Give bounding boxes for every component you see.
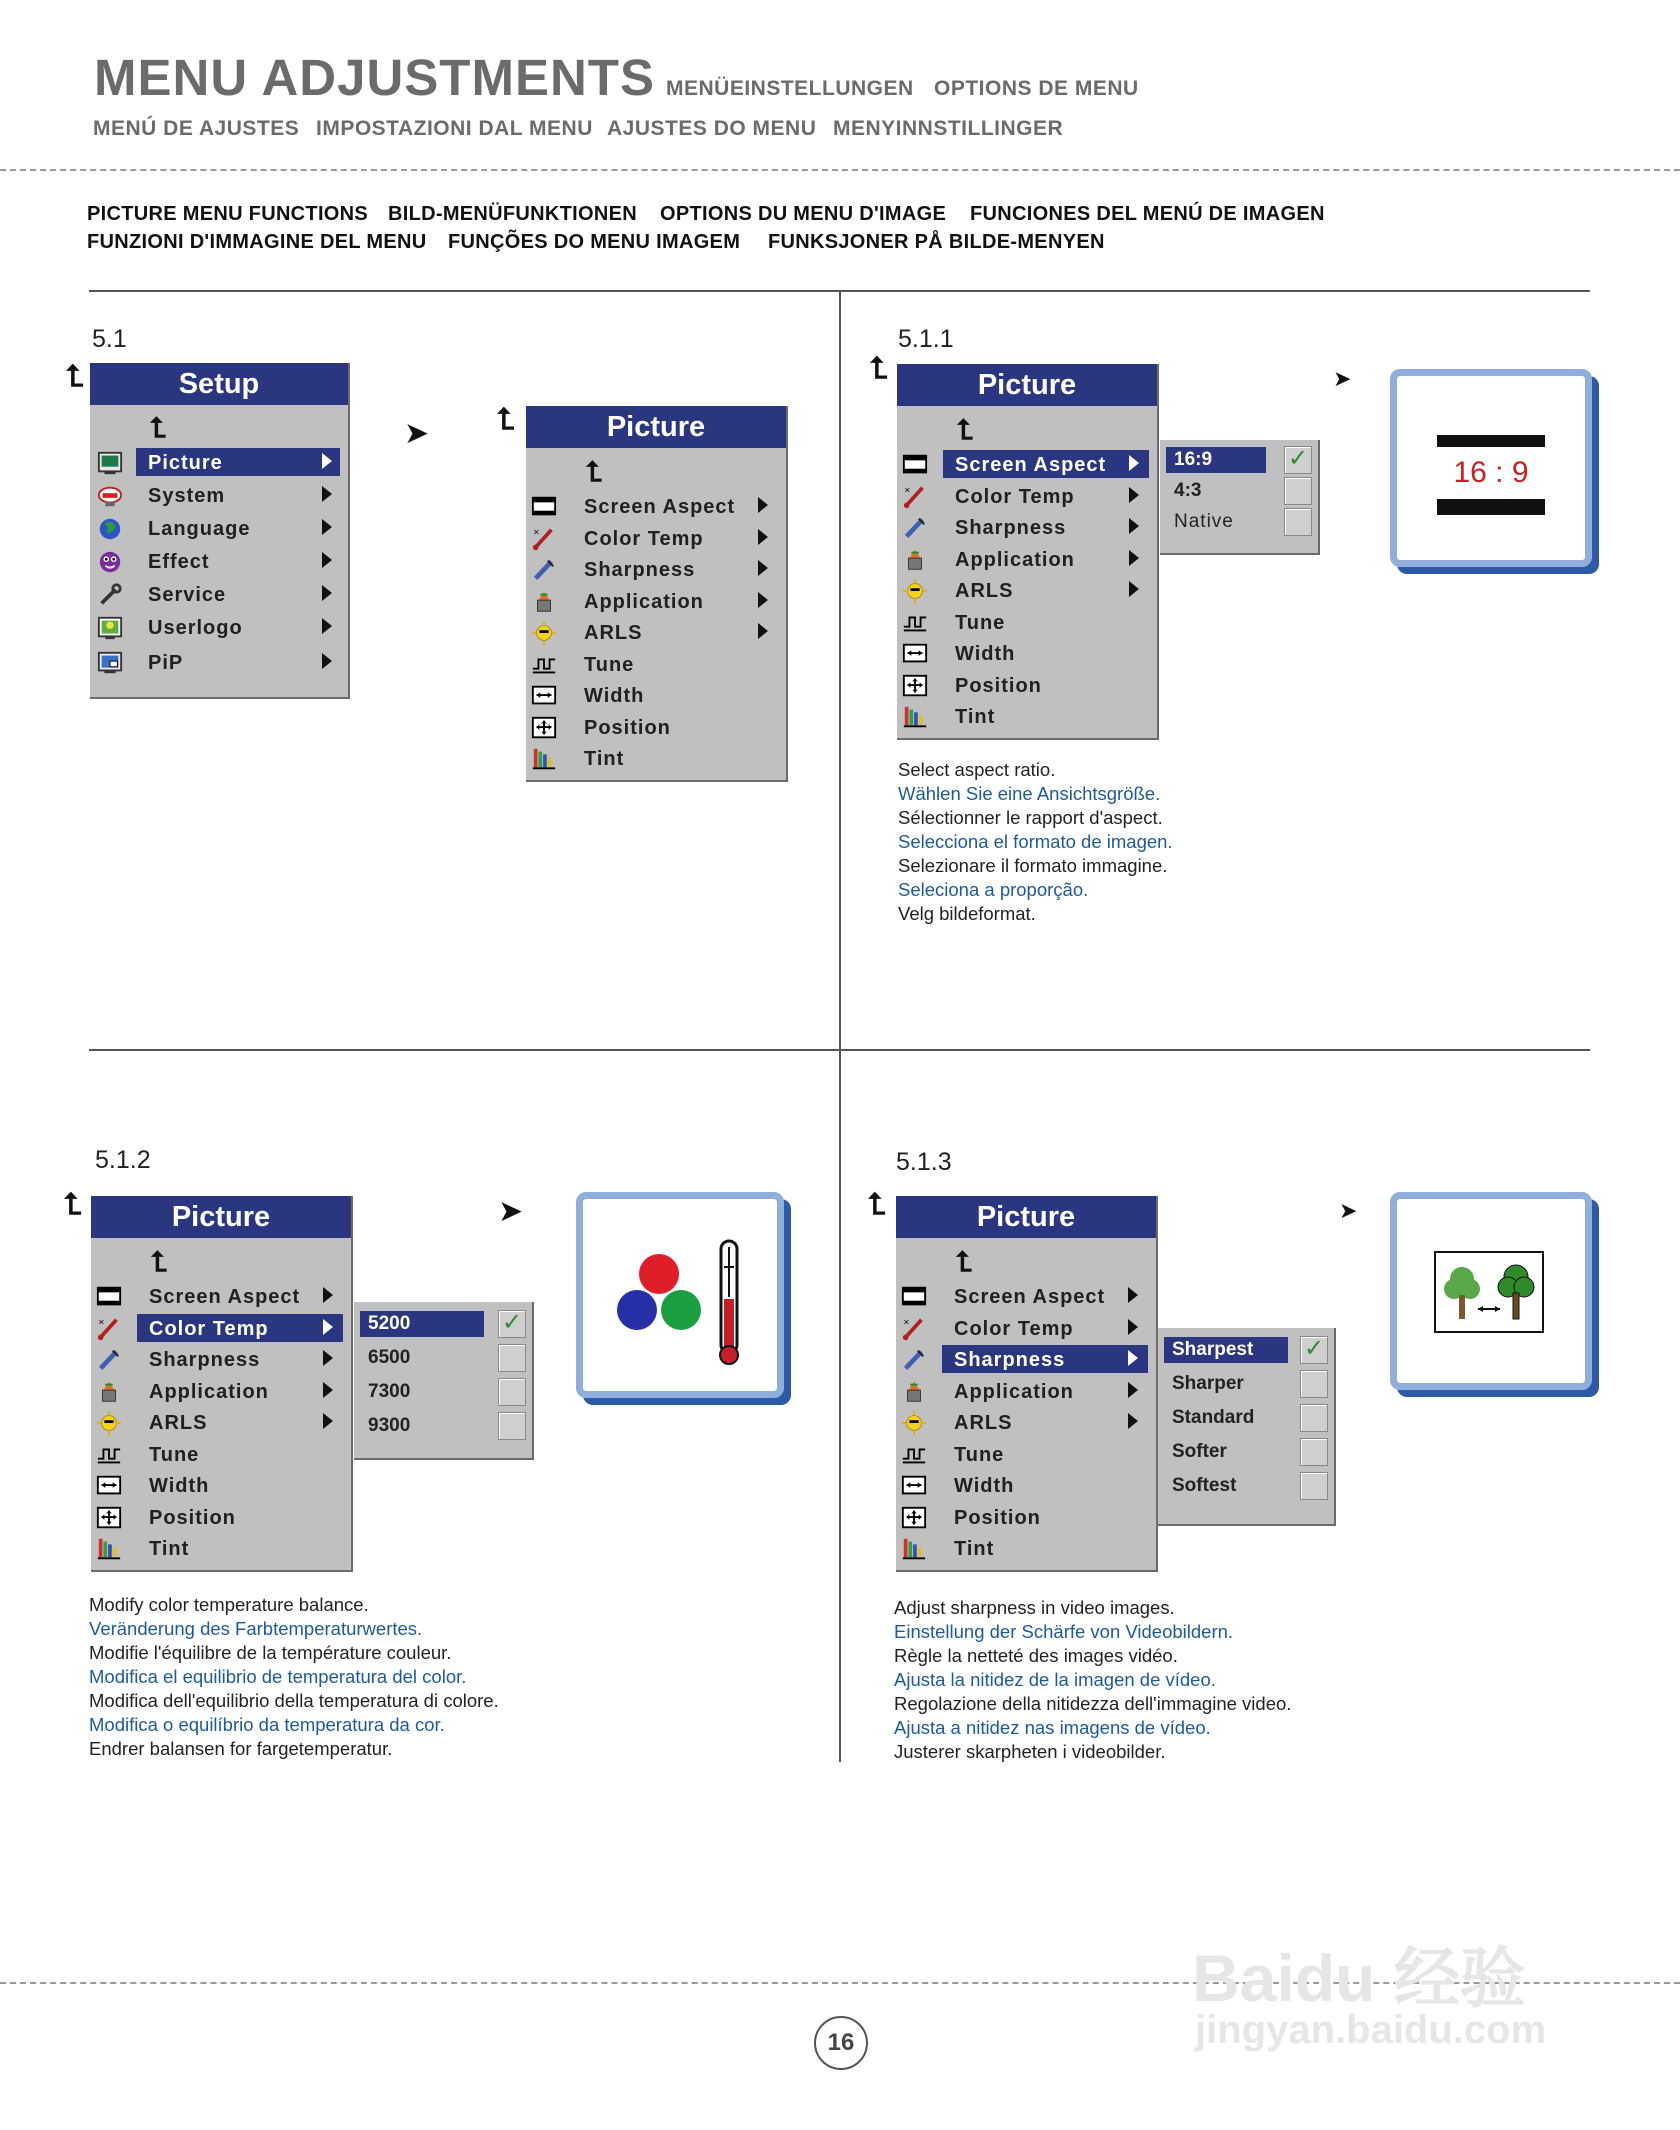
- chevron-right-icon: [1129, 455, 1139, 471]
- picture-item-position[interactable]: Position: [526, 713, 786, 743]
- menu-back-icon[interactable]: ⮤: [64, 1188, 82, 1221]
- checkbox[interactable]: [1300, 1370, 1328, 1398]
- panel-number-5-1-2: 5.1.2: [95, 1146, 151, 1174]
- pointer-arrow-icon: ➤: [498, 1195, 524, 1228]
- header-divider: [0, 169, 1680, 171]
- setup-menu: [90, 363, 350, 699]
- section-heading-es: FUNCIONES DEL MENÚ DE IMAGEN: [970, 203, 1325, 225]
- color-temp-preview: [576, 1192, 784, 1398]
- picture-menu: [896, 1196, 1158, 1572]
- arls-icon: [901, 578, 929, 604]
- tint-icon: [95, 1536, 123, 1562]
- option-sharpest[interactable]: Sharpest ✓: [1164, 1334, 1332, 1362]
- sharpness-options: [1158, 1328, 1336, 1526]
- title-de: MENÜEINSTELLUNGEN: [666, 77, 914, 100]
- menu-back-icon[interactable]: ⮤: [868, 1188, 886, 1221]
- chevron-right-icon: [322, 653, 332, 669]
- screen-aspect-icon: [900, 1284, 928, 1310]
- color-temp-icon: [901, 484, 929, 510]
- section-heading-pt: FUNÇÕES DO MENU IMAGEM: [448, 231, 741, 253]
- chevron-right-icon: [323, 1382, 333, 1398]
- watermark-logo: Baidu 经验: [1192, 1941, 1526, 2015]
- check-icon[interactable]: ✓: [498, 1310, 526, 1338]
- chevron-right-icon: [1128, 1287, 1138, 1303]
- width-icon: [530, 683, 558, 709]
- sharpness-icon: [901, 515, 929, 541]
- picture-item-arls[interactable]: ARLS: [896, 1408, 1156, 1438]
- chevron-right-icon: [322, 453, 332, 469]
- width-icon: [900, 1473, 928, 1499]
- tint-icon: [901, 704, 929, 730]
- grid-line-vertical: [839, 291, 841, 1762]
- setup-item-picture[interactable]: Picture: [90, 448, 348, 478]
- checkbox[interactable]: [1300, 1472, 1328, 1500]
- picture-item-tune[interactable]: Tune: [897, 608, 1157, 638]
- watermark-url: jingyan.baidu.com: [1195, 2008, 1547, 2052]
- picture-item-width[interactable]: Width: [91, 1471, 351, 1501]
- chevron-right-icon: [1128, 1382, 1138, 1398]
- picture-item-tune[interactable]: Tune: [91, 1440, 351, 1470]
- pip-icon: [96, 650, 124, 676]
- arls-icon: [530, 620, 558, 646]
- application-icon: [530, 589, 558, 615]
- rgb-thermometer-icon: [583, 1199, 777, 1391]
- trees-icon: [1434, 1251, 1544, 1333]
- application-icon: [901, 547, 929, 573]
- picture-item-tune[interactable]: Tune: [896, 1440, 1156, 1470]
- panel-number-5-1: 5.1: [92, 325, 127, 353]
- arls-icon: [95, 1410, 123, 1436]
- chevron-right-icon: [323, 1413, 333, 1429]
- option-7300[interactable]: 7300: [360, 1376, 530, 1404]
- globe-icon: [96, 516, 124, 542]
- chevron-right-icon: [1129, 550, 1139, 566]
- picture-item-tint[interactable]: Tint: [526, 744, 786, 774]
- back-arrow-icon[interactable]: ⮤: [151, 1246, 168, 1277]
- chevron-right-icon: [1128, 1319, 1138, 1335]
- chevron-right-icon: [323, 1350, 333, 1366]
- checkbox[interactable]: [1300, 1404, 1328, 1432]
- picture-item-position[interactable]: Position: [897, 671, 1157, 701]
- setup-item-system[interactable]: System: [90, 481, 348, 511]
- checkbox[interactable]: [1300, 1438, 1328, 1466]
- title-fr: OPTIONS DE MENU: [934, 77, 1139, 100]
- back-arrow-icon[interactable]: ⮤: [956, 1246, 973, 1277]
- system-icon: [96, 483, 124, 509]
- picture-item-width[interactable]: Width: [896, 1471, 1156, 1501]
- picture-item-color-temp[interactable]: Color Temp: [526, 524, 786, 554]
- setup-item-service[interactable]: Service: [90, 580, 348, 610]
- page-title: MENU ADJUSTMENTS: [94, 49, 655, 106]
- setup-menu-title: Setup: [90, 363, 348, 405]
- chevron-right-icon: [323, 1287, 333, 1303]
- position-icon: [95, 1505, 123, 1531]
- setup-item-effect[interactable]: Effect: [90, 547, 348, 577]
- option-9300[interactable]: 9300: [360, 1410, 530, 1438]
- picture-menu-title: Picture: [526, 406, 786, 448]
- option-6500[interactable]: 6500: [360, 1342, 530, 1370]
- chevron-right-icon: [758, 497, 768, 513]
- back-arrow-icon[interactable]: ⮤: [957, 414, 974, 445]
- option-16-9[interactable]: 16:9 ✓: [1166, 444, 1308, 472]
- picture-item-sharpness[interactable]: Sharpness: [91, 1345, 351, 1375]
- color-temp-icon: [530, 526, 558, 552]
- chevron-right-icon: [758, 623, 768, 639]
- color-temp-options: [354, 1302, 534, 1460]
- pointer-arrow-icon: ➤: [1339, 1198, 1358, 1223]
- position-icon: [530, 715, 558, 741]
- title-no: MENYINNSTILLINGER: [833, 117, 1064, 140]
- tune-icon: [530, 652, 558, 678]
- picture-item-tint[interactable]: Tint: [896, 1534, 1156, 1564]
- panel-number-5-1-1: 5.1.1: [898, 325, 954, 353]
- checkbox[interactable]: [1284, 477, 1312, 505]
- check-icon[interactable]: ✓: [1284, 446, 1312, 474]
- screen-aspect-icon: [530, 494, 558, 520]
- color-temp-icon: [95, 1316, 123, 1342]
- picture-item-tune[interactable]: Tune: [526, 650, 786, 680]
- userlogo-icon: [96, 615, 124, 641]
- picture-item-application[interactable]: Application: [897, 545, 1157, 575]
- checkbox[interactable]: [498, 1344, 526, 1372]
- back-arrow-icon[interactable]: ⮤: [586, 456, 603, 487]
- chevron-right-icon: [322, 618, 332, 634]
- picture-item-tint[interactable]: Tint: [91, 1534, 351, 1564]
- position-icon: [900, 1505, 928, 1531]
- aspect-preview: [1390, 369, 1592, 567]
- section-heading-de: BILD-MENÜFUNKTIONEN: [388, 203, 638, 225]
- panel-number-5-1-3: 5.1.3: [896, 1148, 952, 1176]
- chevron-right-icon: [1128, 1413, 1138, 1429]
- section-heading-en: PICTURE MENU FUNCTIONS: [87, 203, 369, 225]
- picture-item-application[interactable]: Application: [896, 1377, 1156, 1407]
- color-temp-icon: [900, 1316, 928, 1342]
- tune-icon: [900, 1442, 928, 1468]
- setup-item-language[interactable]: Language: [90, 514, 348, 544]
- picture-item-color-temp[interactable]: Color Temp: [91, 1314, 351, 1344]
- chevron-right-icon: [323, 1319, 333, 1335]
- screen-preview: [1437, 435, 1545, 515]
- check-icon[interactable]: ✓: [1300, 1336, 1328, 1364]
- application-icon: [900, 1379, 928, 1405]
- title-it: IMPOSTAZIONI DAL MENU: [316, 117, 593, 140]
- pointer-arrow-icon: ➤: [1333, 366, 1352, 391]
- option-5200[interactable]: 5200 ✓: [360, 1308, 530, 1336]
- wrench-icon: [96, 582, 124, 608]
- picture-item-screen-aspect[interactable]: Screen Aspect: [91, 1282, 351, 1312]
- option-softer[interactable]: Softer: [1164, 1436, 1332, 1464]
- picture-item-color-temp[interactable]: Color Temp: [896, 1314, 1156, 1344]
- chevron-right-icon: [322, 519, 332, 535]
- option-softest[interactable]: Softest: [1164, 1470, 1332, 1498]
- option-standard[interactable]: Standard: [1164, 1402, 1332, 1430]
- picture-item-screen-aspect[interactable]: Screen Aspect: [896, 1282, 1156, 1312]
- position-icon: [901, 673, 929, 699]
- page-number: 16: [814, 2016, 868, 2070]
- chevron-right-icon: [1129, 518, 1139, 534]
- effect-icon: [96, 549, 124, 575]
- chevron-right-icon: [758, 529, 768, 545]
- chevron-right-icon: [322, 486, 332, 502]
- title-es: MENÚ DE AJUSTES: [93, 117, 300, 140]
- screen-aspect-icon: [95, 1284, 123, 1310]
- back-arrow-icon[interactable]: ⮤: [150, 412, 167, 443]
- chevron-right-icon: [1129, 487, 1139, 503]
- menu-back-icon[interactable]: ⮤: [870, 352, 888, 385]
- picture-item-position[interactable]: Position: [91, 1503, 351, 1533]
- screen-aspect-icon: [901, 452, 929, 478]
- picture-menu-title: Picture: [897, 364, 1157, 406]
- sharpness-preview: [1390, 1192, 1592, 1390]
- pointer-arrow-icon: ➤: [404, 417, 430, 450]
- tune-icon: [901, 610, 929, 636]
- option-native[interactable]: Native: [1166, 506, 1308, 534]
- chevron-right-icon: [322, 552, 332, 568]
- checkbox[interactable]: [1284, 508, 1312, 536]
- title-pt: AJUSTES DO MENU: [607, 117, 817, 140]
- section-heading-fr: OPTIONS DU MENU D'IMAGE: [660, 203, 947, 225]
- picture-icon: [96, 450, 124, 476]
- picture-item-width[interactable]: Width: [897, 639, 1157, 669]
- tint-icon: [900, 1536, 928, 1562]
- picture-item-arls[interactable]: ARLS: [526, 618, 786, 648]
- picture-menu-title: Picture: [896, 1196, 1156, 1238]
- aspect-options: [1160, 440, 1320, 555]
- picture-item-width[interactable]: Width: [526, 681, 786, 711]
- picture-item-screen-aspect[interactable]: Screen Aspect: [897, 450, 1157, 480]
- picture-item-application[interactable]: Application: [526, 587, 786, 617]
- picture-menu: [526, 406, 788, 782]
- picture-menu: [91, 1196, 353, 1572]
- picture-item-sharpness[interactable]: Sharpness: [897, 513, 1157, 543]
- description-5-1-2: Modify color temperature balance. Veränderung des Farbtemperaturwertes. Modifie l'équilibre de la température couleur. Modifica el equilibrio de temperatura del color. Modifica dell'equilibrio della temperatura di colore. Modifica o equilíbrio da temperatura da cor. Endrer balansen for fargetemperatur.: [89, 1594, 499, 1759]
- section-heading-no: FUNKSJONER PÅ BILDE-MENYEN: [768, 231, 1105, 253]
- picture-item-tint[interactable]: Tint: [897, 702, 1157, 732]
- chevron-right-icon: [758, 592, 768, 608]
- section-heading-it: FUNZIONI D'IMMAGINE DEL MENU: [87, 231, 427, 253]
- description-5-1-3: Adjust sharpness in video images. Einstellung der Schärfe von Videobildern. Règle la netteté des images vidéo. Ajusta la nitidez de la imagen de vídeo. Regolazione della nitidezza dell'immagine video. Ajusta a nitidez nas imagens de vídeo. Justerer skarpheten i videobilder.: [894, 1597, 1292, 1762]
- picture-menu: [897, 364, 1159, 740]
- picture-item-arls[interactable]: ARLS: [897, 576, 1157, 606]
- chevron-right-icon: [1128, 1350, 1138, 1366]
- picture-item-arls[interactable]: ARLS: [91, 1408, 351, 1438]
- setup-item-pip[interactable]: PiP: [90, 648, 348, 678]
- chevron-right-icon: [322, 585, 332, 601]
- application-icon: [95, 1379, 123, 1405]
- aspect-preview-label: 16 : 9: [1437, 447, 1545, 499]
- picture-item-application[interactable]: Application: [91, 1377, 351, 1407]
- sharpness-icon: [900, 1347, 928, 1373]
- option-sharper[interactable]: Sharper: [1164, 1368, 1332, 1396]
- picture-item-sharpness[interactable]: Sharpness: [526, 555, 786, 585]
- checkbox[interactable]: [498, 1412, 526, 1440]
- chevron-right-icon: [1129, 581, 1139, 597]
- picture-item-position[interactable]: Position: [896, 1503, 1156, 1533]
- picture-item-sharpness[interactable]: Sharpness: [896, 1345, 1156, 1375]
- width-icon: [901, 641, 929, 667]
- picture-menu-title: Picture: [91, 1196, 351, 1238]
- arls-icon: [900, 1410, 928, 1436]
- option-4-3[interactable]: 4:3: [1166, 475, 1308, 503]
- chevron-right-icon: [758, 560, 768, 576]
- tune-icon: [95, 1442, 123, 1468]
- description-5-1-1: Select aspect ratio. Wählen Sie eine Ansichtsgröße. Sélectionner le rapport d'aspect. Selecciona el formato de imagen. Selezionare il formato immagine. Seleciona a proporção. Velg bildeformat.: [898, 759, 1173, 924]
- sharpness-icon: [530, 557, 558, 583]
- tint-icon: [530, 746, 558, 772]
- picture-item-color-temp[interactable]: Color Temp: [897, 482, 1157, 512]
- picture-item-screen-aspect[interactable]: Screen Aspect: [526, 492, 786, 522]
- menu-back-icon[interactable]: ⮤: [497, 403, 515, 436]
- width-icon: [95, 1473, 123, 1499]
- sharpness-icon: [95, 1347, 123, 1373]
- checkbox[interactable]: [498, 1378, 526, 1406]
- menu-back-icon[interactable]: ⮤: [66, 360, 84, 393]
- setup-item-userlogo[interactable]: Userlogo: [90, 613, 348, 643]
